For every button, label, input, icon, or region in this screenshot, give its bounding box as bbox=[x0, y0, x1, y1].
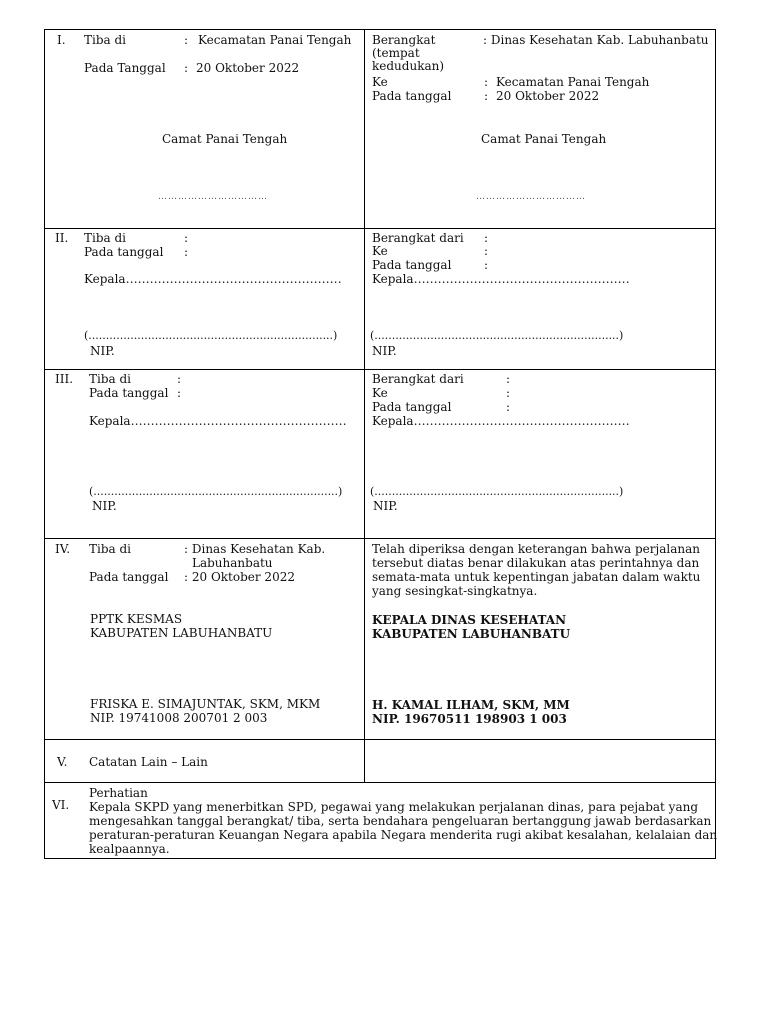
column-divider bbox=[364, 29, 365, 783]
section-numeral: II. bbox=[55, 231, 69, 245]
ke-label: Ke bbox=[372, 75, 388, 89]
office-title: Camat Panai Tengah bbox=[162, 132, 288, 146]
tiba-value: Kecamatan Panai Tengah bbox=[198, 33, 352, 47]
signature-parentheses: (......................................................................) bbox=[370, 485, 624, 498]
signature-line: …………………………… bbox=[158, 192, 268, 202]
berangkat-colon: : bbox=[506, 372, 511, 386]
berangkat-label: Berangkat dari bbox=[372, 231, 464, 245]
section-numeral: III. bbox=[55, 372, 74, 386]
perhatian-title: Perhatian bbox=[89, 786, 148, 800]
tanggal-label: Pada Tanggal bbox=[84, 61, 166, 75]
kepala-line: Kepala……………………………………………… bbox=[84, 272, 342, 286]
tanggal-value: 20 Oktober 2022 bbox=[496, 89, 600, 103]
berangkat-label: Berangkat bbox=[372, 33, 436, 47]
perhatian-line4: kealpaannya. bbox=[89, 842, 170, 856]
signature-parentheses: (......................................................................) bbox=[84, 329, 338, 342]
signer-name: H. KAMAL ILHAM, SKM, MM bbox=[372, 698, 570, 712]
berangkat-value: : Dinas Kesehatan Kab. Labuhanbatu bbox=[483, 33, 709, 47]
tiba-colon: : bbox=[184, 33, 189, 47]
statement-line4: yang sesingkat-singkatnya. bbox=[372, 584, 538, 598]
signer-nip: NIP. 19741008 200701 2 003 bbox=[90, 711, 268, 725]
berangkat-label: Berangkat dari bbox=[372, 372, 464, 386]
row-divider-5 bbox=[44, 782, 716, 783]
office-line1: PPTK KESMAS bbox=[90, 612, 183, 626]
border-left bbox=[44, 29, 45, 859]
section-numeral: IV. bbox=[55, 542, 71, 556]
berangkat-colon: : bbox=[484, 231, 489, 245]
perhatian-line3: peraturan-peraturan Keuangan Negara apabila Negara menderita rugi akibat kesalahan, kelalaian dan bbox=[89, 828, 718, 842]
ke-label: Ke bbox=[372, 386, 388, 400]
tiba-label: Tiba di bbox=[89, 372, 132, 386]
signature-line: …………………………… bbox=[476, 192, 586, 202]
tiba-label: Tiba di bbox=[84, 231, 127, 245]
tanggal-label: Pada tanggal bbox=[84, 245, 164, 259]
tanggal-colon: : bbox=[484, 89, 489, 103]
tanggal-colon: : bbox=[506, 400, 511, 414]
tanggal-value: 20 Oktober 2022 bbox=[196, 61, 300, 75]
kepala-line: Kepala……………………………………………… bbox=[372, 414, 630, 428]
signer-name: FRISKA E. SIMAJUNTAK, SKM, MKM bbox=[90, 697, 321, 711]
statement-line1: Telah diperiksa dengan keterangan bahwa perjalanan bbox=[372, 542, 700, 556]
ke-colon: : bbox=[484, 75, 489, 89]
row-divider-2 bbox=[44, 369, 716, 370]
office-line1: KEPALA DINAS KESEHATAN bbox=[372, 613, 567, 627]
border-right bbox=[715, 29, 716, 859]
signature-parentheses: (......................................................................) bbox=[370, 329, 624, 342]
kepala-line: Kepala……………………………………………… bbox=[372, 272, 630, 286]
border-top bbox=[44, 29, 716, 30]
tiba-label: Tiba di bbox=[89, 542, 132, 556]
nip-label: NIP. bbox=[372, 344, 397, 358]
berangkat-sub2: kedudukan) bbox=[372, 59, 445, 73]
row-divider-3 bbox=[44, 538, 716, 539]
statement-line3: semata-mata untuk kepentingan jabatan dalam waktu bbox=[372, 570, 701, 584]
tanggal-value: : 20 Oktober 2022 bbox=[184, 570, 295, 584]
section-numeral: VI. bbox=[52, 798, 70, 812]
tiba-label: Tiba di bbox=[84, 33, 127, 47]
nip-label: NIP. bbox=[90, 344, 115, 358]
perhatian-line1: Kepala SKPD yang menerbitkan SPD, pegawai yang melakukan perjalanan dinas, para pejabat yang bbox=[89, 800, 699, 814]
tanggal-colon: : bbox=[177, 386, 182, 400]
tanggal-label: Pada tanggal bbox=[372, 89, 452, 103]
office-title: Camat Panai Tengah bbox=[481, 132, 607, 146]
row-divider-4 bbox=[44, 739, 716, 740]
nip-label: NIP. bbox=[373, 499, 398, 513]
tanggal-label: Pada tanggal bbox=[372, 258, 452, 272]
berangkat-sub1: (tempat bbox=[372, 46, 420, 60]
tiba-colon: : bbox=[177, 372, 182, 386]
kepala-line: Kepala……………………………………………… bbox=[89, 414, 347, 428]
perhatian-line2: mengesahkan tanggal berangkat/ tiba, serta bendahara pengeluaran bertanggung jawab berdasarkan bbox=[89, 814, 712, 828]
section-numeral: V. bbox=[57, 755, 68, 769]
row-divider-1 bbox=[44, 228, 716, 229]
ke-value: Kecamatan Panai Tengah bbox=[496, 75, 650, 89]
catatan-label: Catatan Lain – Lain bbox=[89, 755, 208, 769]
ke-label: Ke bbox=[372, 244, 388, 258]
ke-colon: : bbox=[506, 386, 511, 400]
tanggal-colon: : bbox=[484, 258, 489, 272]
tiba-value-line2: Labuhanbatu bbox=[192, 556, 273, 570]
tiba-colon: : bbox=[184, 231, 189, 245]
border-bottom bbox=[44, 858, 716, 859]
statement-line2: tersebut diatas benar dilakukan atas perintahnya dan bbox=[372, 556, 700, 570]
ke-colon: : bbox=[484, 244, 489, 258]
signature-parentheses: (......................................................................) bbox=[89, 485, 343, 498]
nip-label: NIP. bbox=[92, 499, 117, 513]
tanggal-label: Pada tanggal bbox=[89, 386, 169, 400]
tanggal-colon: : bbox=[184, 245, 189, 259]
tanggal-colon: : bbox=[184, 61, 189, 75]
tanggal-label: Pada tanggal bbox=[89, 570, 169, 584]
section-numeral: I. bbox=[57, 33, 66, 47]
office-line2: KABUPATEN LABUHANBATU bbox=[90, 626, 273, 640]
office-line2: KABUPATEN LABUHANBATU bbox=[372, 627, 571, 641]
tanggal-label: Pada tanggal bbox=[372, 400, 452, 414]
signer-nip: NIP. 19670511 198903 1 003 bbox=[372, 712, 567, 726]
tiba-value-line1: : Dinas Kesehatan Kab. bbox=[184, 542, 326, 556]
